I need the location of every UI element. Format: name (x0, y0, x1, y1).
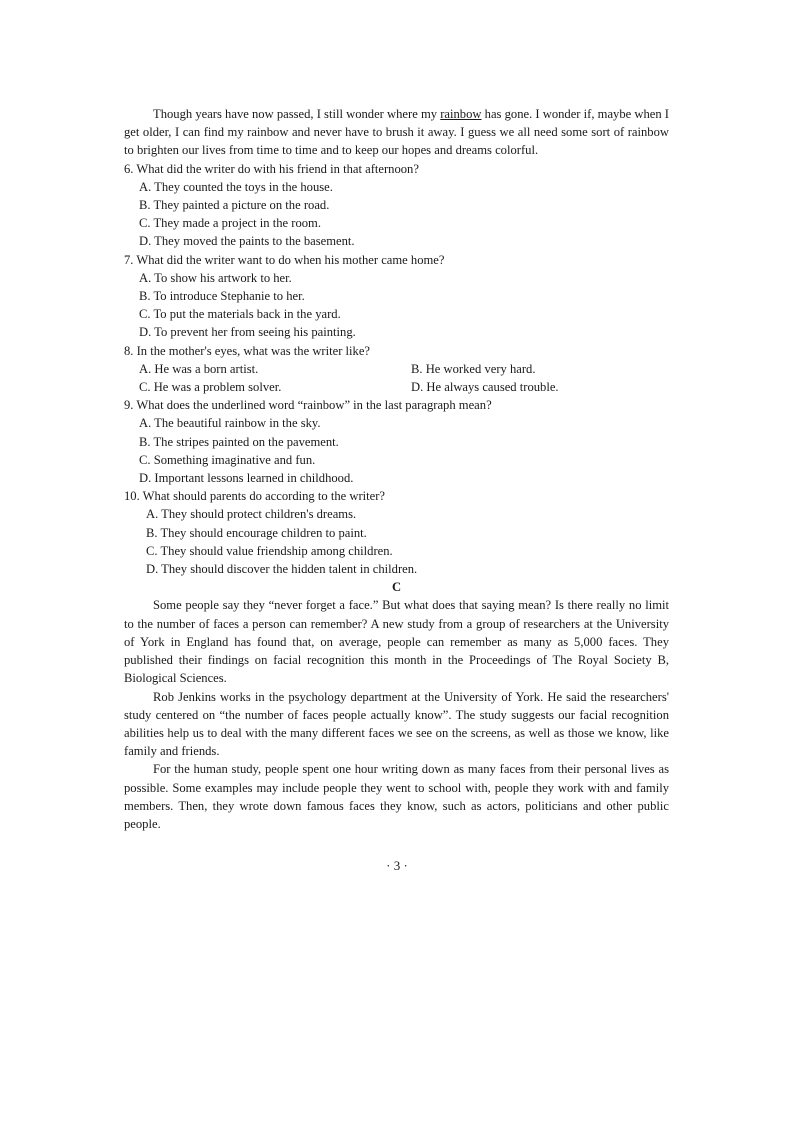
question-6-option-d: D. They moved the paints to the basement. (139, 234, 355, 249)
question-10-option-b: B. They should encourage children to paint. (146, 525, 367, 540)
question-7-option-c: C. To put the materials back in the yard. (139, 307, 341, 322)
paragraph-text: Though years have now passed, I still wonder where my (153, 107, 441, 121)
question-9-option-a: A. The beautiful rainbow in the sky. (139, 416, 321, 431)
question-9-option-b: B. The stripes painted on the pavement. (139, 434, 339, 449)
section-c-paragraph-1: Some people say they “never forget a face.” But what does that saying mean? Is there really no limit to the number of faces a person can remember? A new study from a group of researchers at the University of York in England has found that, on average, people can remember as many as 5,000 faces. They published their findings on facial recognition this month in the Proceedings of The Royal Society B, Biological Sciences. (124, 598, 669, 686)
question-6-option-b: B. They painted a picture on the road. (139, 198, 330, 213)
question-6-stem: 6. What did the writer do with his friend in that afternoon? (124, 161, 419, 176)
paragraph-text: has gone. I wonder if, maybe when I get older, I can find my rainbow and never have to brush it away. I guess we all need some sort of rainbow to brighten our lives from time to time and to keep our hopes and dreams colorful. (124, 107, 670, 158)
question-10-stem: 10. What should parents do according to the writer? (124, 489, 386, 504)
question-10-option-c: C. They should value friendship among children. (146, 543, 393, 558)
question-7-option-d: D. To prevent her from seeing his painting. (139, 325, 356, 340)
section-c-paragraph-3: For the human study, people spent one hour writing down as many faces from their personal lives as possible. Some examples may include people they went to school with, people they work with and family members. Then, they wrote down famous faces they know, such as actors, politicians and other public people. (124, 762, 669, 831)
question-6-option-c: C. They made a project in the room. (139, 216, 321, 231)
underlined-word-rainbow: rainbow (440, 107, 482, 121)
passage-b-final-paragraph (124, 105, 669, 160)
question-10-option-a: A. They should protect children's dreams. (146, 507, 357, 522)
question-7-option-b: B. To introduce Stephanie to her. (139, 289, 305, 304)
question-6-option-a: A. They counted the toys in the house. (139, 179, 333, 194)
question-7-option-a: A. To show his artwork to her. (139, 270, 292, 285)
question-8-option-c: C. He was a problem solver. (139, 380, 282, 395)
question-10-option-d: D. They should discover the hidden talent in children. (146, 562, 418, 577)
section-c-heading: C (391, 580, 402, 595)
page-number: · 3 · (386, 858, 408, 873)
question-8-options-row-1 (124, 360, 669, 378)
question-9-stem: 9. What does the underlined word “rainbow” in the last paragraph mean? (124, 398, 492, 413)
question-8-stem: 8. In the mother's eyes, what was the writer like? (124, 343, 371, 358)
question-7-stem: 7. What did the writer want to do when his mother came home? (124, 252, 445, 267)
question-9-option-d: D. Important lessons learned in childhood. (139, 471, 354, 486)
question-8-option-d: D. He always caused trouble. (411, 380, 559, 395)
question-9-option-c: C. Something imaginative and fun. (139, 452, 316, 467)
question-8-options-row-2 (124, 378, 669, 396)
section-c-paragraph-2: Rob Jenkins works in the psychology department at the University of York. He said the researchers' study centered on “the number of faces people actually know”. The study suggests our facial recognition abilities help us to deal with the many different faces we see on the screens, as well as those we know, like family and friends. (124, 689, 669, 759)
question-8-option-a: A. He was a born artist. (139, 361, 259, 376)
page-content (124, 105, 669, 833)
question-8-option-b: B. He worked very hard. (411, 361, 536, 376)
